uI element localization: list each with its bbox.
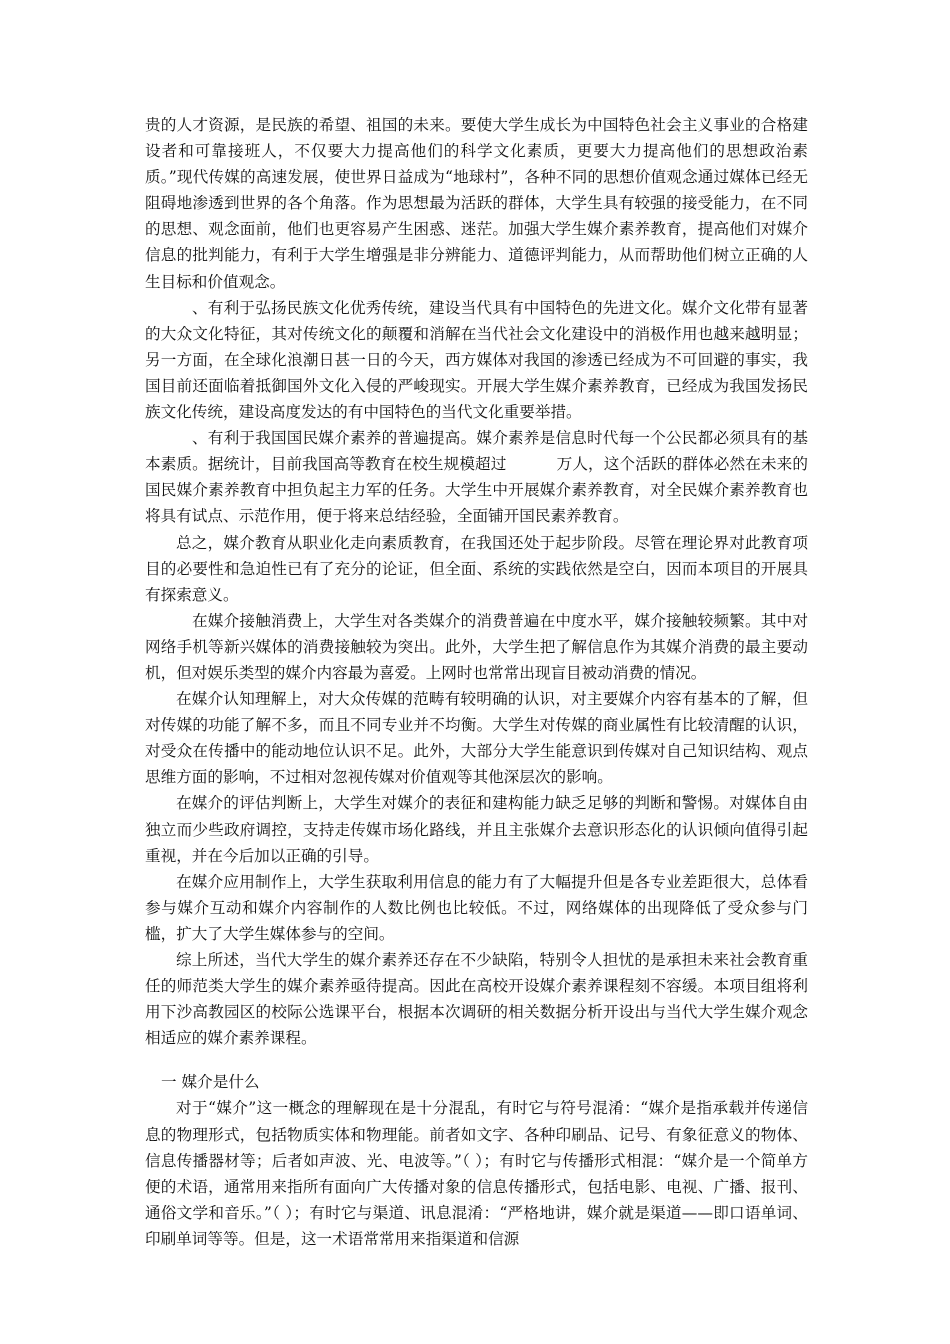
paragraph-media-consumption: 在媒介接触消费上，大学生对各类媒介的消费普遍在中度水平，媒介接触较频繁。其中对网络手机等新兴媒体的消费接触较为突出。此外，大学生把了解信息作为其媒介消费的最主要动机，但对娱乐类型的媒介内容最为喜爱。上网时也常常出现盲目被动消费的情况。 (145, 611, 808, 682)
paragraph-media-cognition: 在媒介认知理解上，对大众传媒的范畴有较明确的认识，对主要媒介内容有基本的了解，但对传媒的功能了解不多，而且不同专业并不均衡。大学生对传媒的商业属性有比较清醒的认识，对受众在传播中的能动地位认识不足。此外，大部分大学生能意识到传媒对自己知识结构、观点思维方面的影响，不过相对忽视传媒对价值观等其他深层次的影响。 (145, 690, 808, 787)
section-heading: 一 媒介是什么 (161, 1073, 260, 1092)
paragraph-talent-resources: 贵的人才资源，是民族的希望、祖国的未来。要使大学生成长为中国特色社会主义事业的合格建设者和可靠接班人，不仅要大力提高他们的科学文化素质，更要大力提高他们的思想政治素质。”现代传媒的高速发展，使世界日益成为“地球村”，各种不同的思想价值观念通过媒体已经无阻碍地渗透到世界的各个角落。作为思想最为活跃的群体，大学生具有较强的接受能力，在不同的思想、观念面前，他们也更容易产生困惑、迷茫。加强大学生媒介素养教育，提高他们对媒介信息的批判能力，有利于大学生增强是非分辨能力、道德评判能力，从而帮助他们树立正确的人生目标和价值观念。 (145, 116, 808, 291)
paragraph-summary: 总之，媒介教育从职业化走向素质教育，在我国还处于起步阶段。尽管在理论界对此教育项目的必要性和急迫性已有了充分的论证，但全面、系统的实践依然是空白，因而本项目的开展具有探索意义。 (145, 533, 808, 604)
paragraph-media-definition: 对于“媒介”这一概念的理解现在是十分混乱，有时它与符号混淆：“媒介是指承载并传递信息的物理形式，包括物质实体和物理能。前者如文字、各种印刷品、记号、有象征意义的物体、信息传播器材等；后者如声波、光、电波等。”（ ）；有时它与传播形式相混：“媒介是一个简单方便的术语，通常用来指所有面向广大传播对象的信息传播形式，包括电影、电视、广播、报刊、通俗文学和音乐。”（ ）；有时它与渠道、讯息混淆：“严格地讲，媒介就是渠道——即口语单词、印刷单词等等。但是，这一术语常常用来指渠道和信源 (145, 1099, 808, 1248)
paragraph-media-production: 在媒介应用制作上，大学生获取利用信息的能力有了大幅提升但是各专业差距很大，总体看参与媒介互动和媒介内容制作的人数比例也比较低。不过，网络媒体的出现降低了受众参与门槛，扩大了大学生媒体参与的空间。 (145, 872, 808, 943)
paragraph-national-literacy (145, 425, 808, 529)
paragraph-media-evaluation: 在媒介的评估判断上，大学生对媒介的表征和建构能力缺乏足够的判断和警惕。对媒体自由独立而少些政府调控，支持走传媒市场化路线，并且主张媒介去意识形态化的认识倾向值得引起重视，并在今后加以正确的引导。 (145, 794, 808, 865)
document-page (145, 112, 808, 1252)
paragraph-national-literacy-part2: 万人，这个活跃的群体必然在未来的国民媒介素养教育中担负起主力军的任务。大学生中开展媒介素养教育，对全民媒介素养教育也将具有试点、示范作用，便于将来总结经验，全面铺开国民素养教育。 (145, 455, 808, 526)
paragraph-conclusion: 综上所述，当代大学生的媒介素养还存在不少缺陷，特别令人担忧的是承担未来社会教育重任的师范类大学生的媒介素养亟待提高。因此在高校开设媒介素养课程刻不容缓。本项目组将利用下沙高教园区的校际公选课平台，根据本次调研的相关数据分析开设出与当代大学生媒介观念相适应的媒介素养课程。 (145, 951, 808, 1048)
paragraph-national-literacy-part1: 、有利于我国国民媒介素养的普遍提高。媒介素养是信息时代每一个公民都必须具有的基本素质。据统计，目前我国高等教育在校生规模超过 (145, 429, 808, 474)
paragraph-national-culture: 、有利于弘扬民族文化优秀传统，建设当代具有中国特色的先进文化。媒介文化带有显著的大众文化特征，其对传统文化的颠覆和消解在当代社会文化建设中的消极作用也越来越明显；另一方面，在全球化浪潮日甚一日的今天，西方媒体对我国的渗透已经成为不可回避的事实，我国目前还面临着抵御国外文化入侵的严峻现实。开展大学生媒介素养教育，已经成为我国发扬民族文化传统，建设高度发达的有中国特色的当代文化重要举措。 (145, 298, 808, 422)
